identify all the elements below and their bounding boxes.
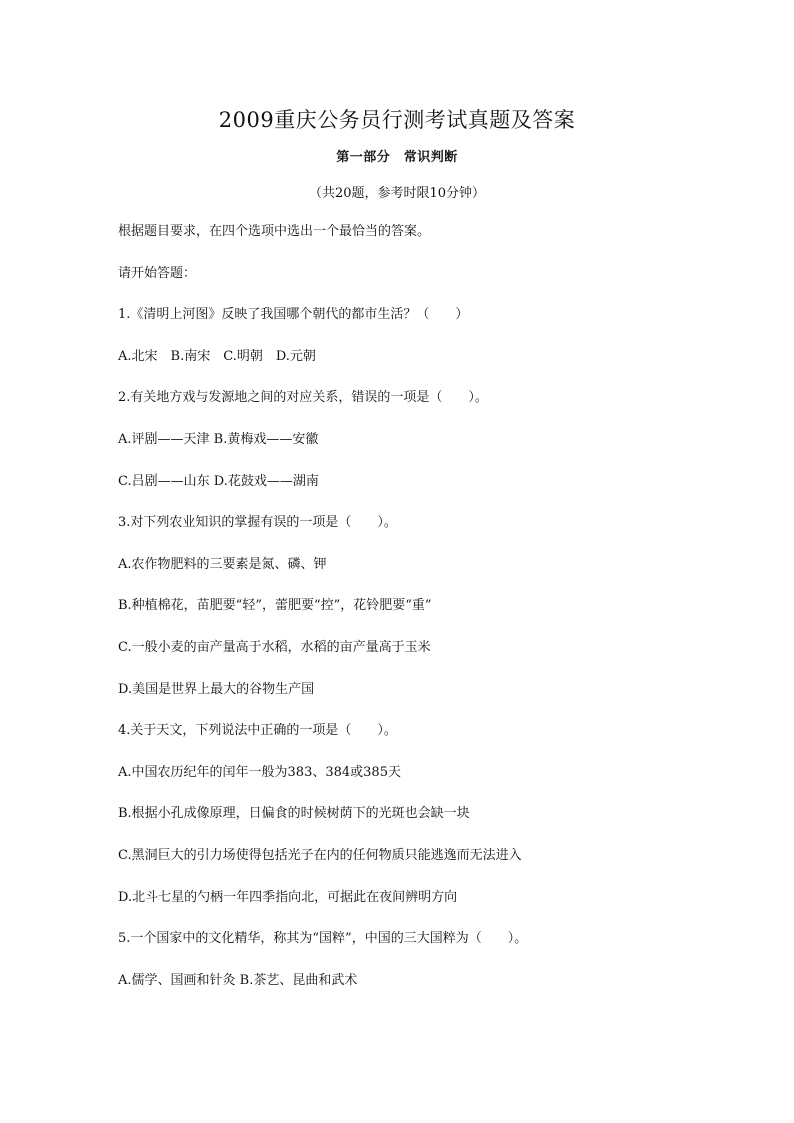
question-4-option-c: C.黑洞巨大的引力场使得包括光子在内的任何物质只能逃逸而无法进入 <box>118 848 522 863</box>
question-4-option-a: A.中国农历纪年的闰年一般为383、384或385天 <box>118 765 401 780</box>
question-3-option-d: D.美国是世界上最大的谷物生产国 <box>118 682 315 697</box>
question-3-option-c: C.一般小麦的亩产量高于水稻，水稻的亩产量高于玉米 <box>118 640 431 655</box>
instruction-line: 根据题目要求，在四个选项中选出一个最恰当的答案。 <box>118 224 431 239</box>
question-5: 5.一个国家中的文化精华，称其为“国粹”，中国的三大国粹为（ ）。 <box>118 931 528 946</box>
question-4: 4.关于天文，下列说法中正确的一项是（ ）。 <box>118 723 397 738</box>
start-prompt: 请开始答题： <box>118 266 197 281</box>
question-3: 3.对下列农业知识的掌握有误的一项是（ ）。 <box>118 515 397 530</box>
question-5-options-ab: A.儒学、国画和针灸 B.茶艺、昆曲和武术 <box>118 973 358 988</box>
question-3-option-b: B.种植棉花，苗肥要“轻”，蕾肥要“控”，花铃肥要“重” <box>118 598 432 613</box>
question-4-option-d: D.北斗七星的勺柄一年四季指向北，可据此在夜间辨明方向 <box>118 890 458 905</box>
question-2-options-ab: A.评剧——天津 B.黄梅戏——安徽 <box>118 432 319 447</box>
question-2: 2.有关地方戏与发源地之间的对应关系，错误的一项是（ ）。 <box>118 390 488 405</box>
time-note: （共20题，参考时限10分钟） <box>308 186 486 201</box>
question-1: 1.《清明上河图》反映了我国哪个朝代的都市生活？（ ） <box>118 307 469 322</box>
question-2-options-cd: C.吕剧——山东 D.花鼓戏——湖南 <box>118 474 319 489</box>
question-4-option-b: B.根据小孔成像原理，日偏食的时候树荫下的光斑也会缺一块 <box>118 806 470 821</box>
section-heading: 第一部分 常识判断 <box>336 150 458 165</box>
question-1-options: A.北宋 B.南宋 C.明朝 D.元朝 <box>118 349 316 364</box>
question-3-option-a: A.农作物肥料的三要素是氮、磷、钾 <box>118 557 327 572</box>
document-title: 2009重庆公务员行测考试真题及答案 <box>218 108 576 132</box>
